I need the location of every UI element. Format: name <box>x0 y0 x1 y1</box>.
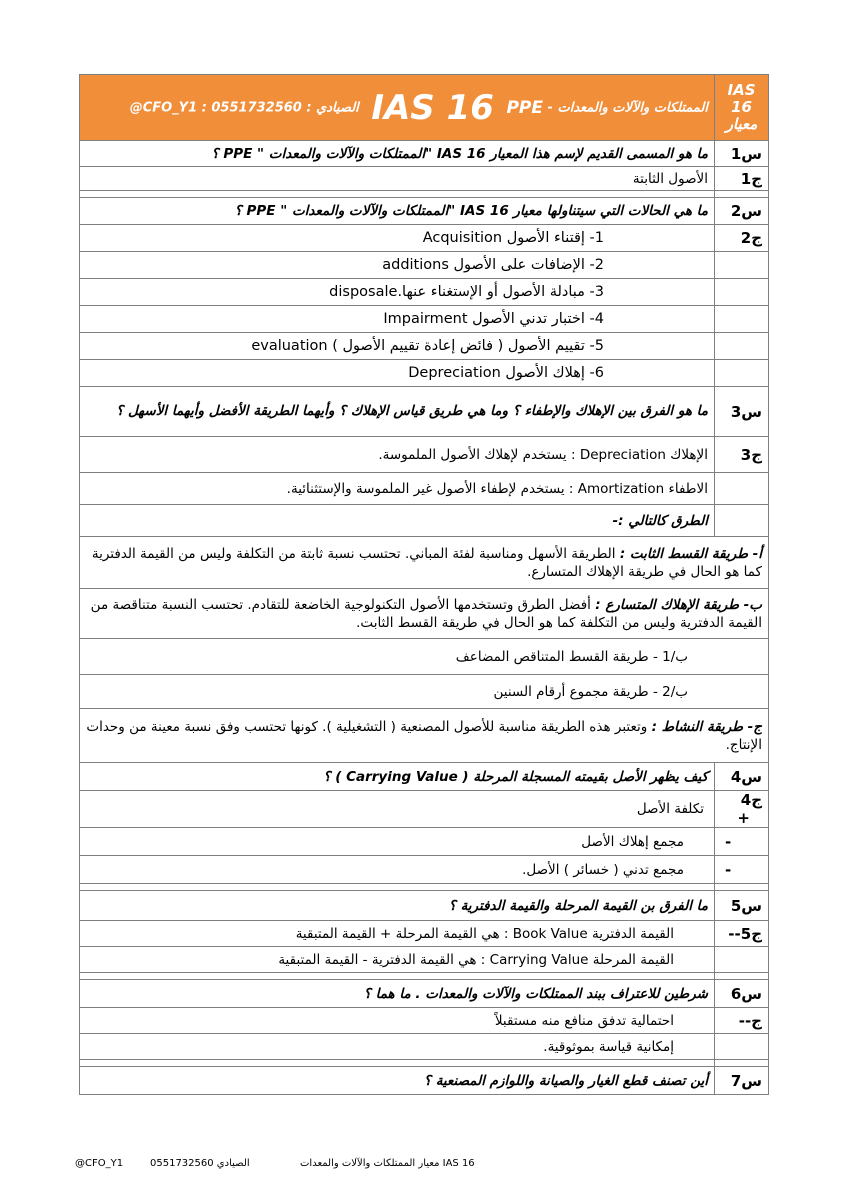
answer-row <box>80 333 769 360</box>
condition-1: احتمالية تدفق منافع منه مستقبلاً <box>80 1008 715 1034</box>
answer-label: ج-- <box>715 1008 769 1034</box>
question-text: أين تصنف قطع الغيار والصيانة واللوازم المصنعية ؟ <box>80 1067 715 1095</box>
answer-row <box>80 589 769 639</box>
question-label: س6 <box>715 980 769 1008</box>
answer-row <box>80 856 769 884</box>
footer-standard: معيار الممتلكات والآلات والمعدات IAS 16 <box>300 1158 475 1169</box>
answer-label: ج3 <box>715 437 769 473</box>
answer-row <box>80 947 769 973</box>
question-label: س1 <box>715 141 769 167</box>
answer-label: ج1 <box>715 167 769 191</box>
answer-row <box>80 360 769 387</box>
footer-handle: @CFO_Y1 <box>75 1158 124 1169</box>
question-row <box>80 141 769 167</box>
method-b1: ب/1 - طريقة القسط المتناقص المضاعف <box>80 639 769 675</box>
page-footer <box>0 1158 848 1178</box>
answer-row <box>80 279 769 306</box>
condition-2: إمكانية قياسة بموثوقية. <box>80 1034 715 1060</box>
question-row <box>80 387 769 437</box>
list-item: 3- مبادلة الأصول أو الإستغناء عنها.disposale <box>80 279 715 306</box>
spacer-row <box>80 191 769 198</box>
answer-row <box>80 537 769 589</box>
document-title: الممتلكات والآلات والمعدات - PPE IAS 16 الصيادي 0551732560 : @CFO_Y1 : <box>80 75 715 141</box>
answer-row <box>80 225 769 252</box>
question-label: س4 <box>715 763 769 791</box>
answer-text: تكلفة الأصل <box>80 791 715 828</box>
header-row <box>80 75 769 141</box>
answer-text: الأصول الثابتة <box>80 167 715 191</box>
question-text: كيف يظهر الأصل بقيمته المسجلة المرحلة ( Carrying Value ) ؟ <box>80 763 715 791</box>
question-label: س2 <box>715 198 769 225</box>
question-text: ما هي الحالات التي سيتناولها معيار IAS 16 "الممتلكات والآلات والمعدات " PPE ؟ <box>80 198 715 225</box>
question-text: ما الفرق بن القيمة المرحلة والقيمة الدفترية ؟ <box>80 891 715 921</box>
answer-row <box>80 437 769 473</box>
answer-row <box>80 1034 769 1060</box>
amortization-def: الاطفاء Amortization : يستخدم لإطفاء الأصول غير الملموسة والإستثنائية. <box>80 473 715 505</box>
question-label: س3 <box>715 387 769 437</box>
answer-row <box>80 709 769 763</box>
question-text: ما هو الفرق بين الإهلاك والإطفاء ؟ وما هي طريق قياس الإهلاك ؟ وأيهما الطريقة الأفضل وأيهما الأسهل ؟ <box>80 387 715 437</box>
answer-row <box>80 639 769 675</box>
method-b2: ب/2 - طريقة مجموع أرقام السنين <box>80 675 769 709</box>
spacer-row <box>80 973 769 980</box>
question-label: س7 <box>715 1067 769 1095</box>
question-text: شرطين للاعتراف ببند الممتلكات والآلات والمعدات . ما هما ؟ <box>80 980 715 1008</box>
footer-author: الصيادي 0551732560 <box>150 1158 250 1169</box>
question-row <box>80 1067 769 1095</box>
method-a: أ- طريقة القسط الثابت : الطريقة الأسهل ومناسبة لفئة المباني. تحتسب نسبة ثابتة من التكلفة وليس من القيمة الدفترية كما هو الحال في طريقة الإهلاك المتسارع. <box>80 537 769 589</box>
list-item: 1- إقتناء الأصول Acquisition <box>80 225 715 252</box>
answer-label: ج2 <box>715 225 769 252</box>
list-item: 4- اختبار تدني الأصول Impairment <box>80 306 715 333</box>
method-b: ب- طريقة الإهلاك المتسارع : أفضل الطرق وتستخدمها الأصول التكنولوجية الخاضعة للتقادم. تحتسب النسبة متناقصة من القيمة الدفترية وليس من التكلفة كما هو الحال في طريقة القسط الثابت. <box>80 589 769 639</box>
method-c: ج- طريقة النشاط : وتعتبر هذه الطريقة مناسبة للأصول المصنعية ( التشغيلية ). كونها تحتسب وفق نسبة معينة من وحدات الإنتاج. <box>80 709 769 763</box>
answer-label: ج5-- <box>715 921 769 947</box>
depreciation-def: الإهلاك Depreciation : يستخدم لإهلاك الأصول الملموسة. <box>80 437 715 473</box>
ias-label: IAS 16 معيار <box>715 75 769 141</box>
answer-row <box>80 306 769 333</box>
sign: - <box>715 856 769 884</box>
question-label: س5 <box>715 891 769 921</box>
book-value-def: القيمة الدفترية Book Value : هي القيمة المرحلة + القيمة المتبقية <box>80 921 715 947</box>
list-item: 5- تقييم الأصول ( فائض إعادة تقييم الأصول ) evaluation <box>80 333 715 360</box>
answer-row <box>80 167 769 191</box>
spacer-row <box>80 1060 769 1067</box>
answer-text: مجمع إهلاك الأصل <box>80 828 715 856</box>
qa-table <box>79 74 769 1095</box>
spacer-row <box>80 884 769 891</box>
question-row <box>80 763 769 791</box>
question-row <box>80 891 769 921</box>
answer-row <box>80 473 769 505</box>
answer-text: مجمع تدني ( خسائر ) الأصل. <box>80 856 715 884</box>
answer-row <box>80 921 769 947</box>
carrying-value-def: القيمة المرحلة Carrying Value : هي القيمة الدفترية - القيمة المتبقية <box>80 947 715 973</box>
list-item: 6- إهلاك الأصول Depreciation <box>80 360 715 387</box>
answer-row <box>80 791 769 828</box>
answer-row <box>80 1008 769 1034</box>
answer-row <box>80 252 769 279</box>
methods-title: الطرق كالتالي :- <box>80 505 715 537</box>
list-item: 2- الإضافات على الأصول additions <box>80 252 715 279</box>
answer-label-cell: ج4 + <box>715 791 769 828</box>
answer-row <box>80 675 769 709</box>
answer-row <box>80 505 769 537</box>
question-text: ما هو المسمى القديم لإسم هذا المعيار IAS 16 "الممتلكات والآلات والمعدات " PPE ؟ <box>80 141 715 167</box>
sign: - <box>715 828 769 856</box>
question-row <box>80 198 769 225</box>
question-row <box>80 980 769 1008</box>
answer-row <box>80 828 769 856</box>
